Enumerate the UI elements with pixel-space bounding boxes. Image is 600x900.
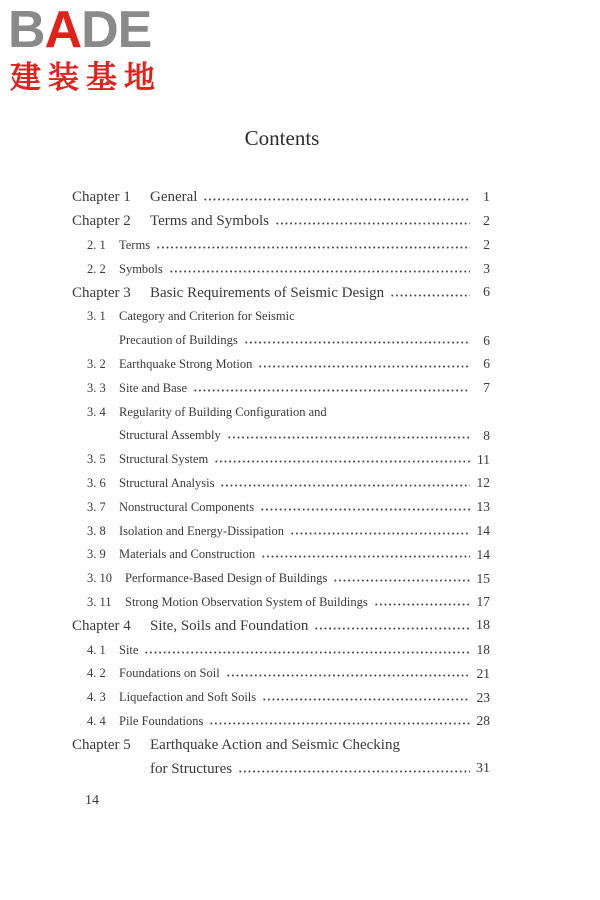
toc-section-entry bbox=[0, 710, 600, 734]
toc-section-entry bbox=[0, 353, 600, 377]
entry-page-number: 28 bbox=[476, 713, 490, 729]
toc-section-entry bbox=[0, 424, 600, 448]
entry-number: 4. 2 bbox=[87, 666, 106, 681]
entry-page-number: 1 bbox=[483, 189, 490, 205]
toc-chapter-entry bbox=[0, 186, 600, 210]
entry-title: Structural Analysis bbox=[119, 475, 215, 490]
entry-page-number: 8 bbox=[483, 427, 490, 443]
entry-title: General bbox=[150, 189, 198, 206]
logo-chinese-text: 建装基地 bbox=[10, 60, 162, 96]
toc-section-entry bbox=[0, 567, 600, 591]
dot-leader bbox=[390, 294, 470, 297]
entry-title: for Structures bbox=[150, 760, 233, 777]
toc-section-entry bbox=[0, 543, 600, 567]
entry-number: 3. 7 bbox=[87, 499, 106, 514]
toc-section-entry bbox=[0, 662, 600, 686]
entry-number: Chapter 5 bbox=[72, 736, 131, 753]
entry-page-number: 17 bbox=[476, 594, 490, 610]
dot-leader bbox=[314, 627, 470, 630]
dot-leader bbox=[227, 436, 470, 439]
dot-leader bbox=[214, 460, 470, 463]
page-number: 14 bbox=[85, 793, 99, 808]
entry-title: Regularity of Building Configuration and bbox=[119, 404, 327, 419]
dot-leader bbox=[244, 341, 470, 344]
entry-title: Site and Base bbox=[119, 380, 188, 395]
dot-leader bbox=[333, 579, 470, 582]
entry-title: Precaution of Buildings bbox=[119, 333, 238, 348]
dot-leader bbox=[169, 270, 470, 273]
toc-chapter-entry bbox=[0, 757, 600, 781]
entry-page-number: 23 bbox=[476, 689, 490, 705]
entry-title: Site, Soils and Foundation bbox=[150, 617, 309, 634]
entry-page-number: 7 bbox=[483, 380, 490, 396]
entry-number: 2. 2 bbox=[87, 261, 106, 276]
toc-section-entry bbox=[0, 400, 600, 424]
toc-section-entry bbox=[0, 257, 600, 281]
entry-page-number: 2 bbox=[483, 213, 490, 229]
dot-leader bbox=[193, 389, 470, 392]
entry-number: 3. 2 bbox=[87, 356, 106, 371]
toc-section-entry bbox=[0, 686, 600, 710]
entry-number: 3. 8 bbox=[87, 523, 106, 538]
page-title: Contents bbox=[244, 126, 320, 150]
toc-section-entry bbox=[0, 448, 600, 472]
entry-title: Category and Criterion for Seismic bbox=[119, 309, 295, 324]
entry-title: Strong Motion Observation System of Buildings bbox=[125, 594, 368, 609]
dot-leader bbox=[238, 770, 470, 773]
toc-section-entry bbox=[0, 329, 600, 353]
entry-page-number: 15 bbox=[476, 570, 490, 586]
entry-title: Nonstructural Components bbox=[119, 499, 255, 514]
entry-page-number: 18 bbox=[476, 642, 490, 658]
entry-number: 2. 1 bbox=[87, 237, 106, 252]
toc-section-entry bbox=[0, 376, 600, 400]
entry-page-number: 12 bbox=[476, 475, 490, 491]
entry-page-number: 6 bbox=[483, 332, 490, 348]
entry-title: Liquefaction and Soft Soils bbox=[119, 690, 257, 705]
dot-leader bbox=[203, 198, 470, 201]
entry-title: Pile Foundations bbox=[119, 713, 204, 728]
dot-leader bbox=[209, 722, 470, 725]
toc-section-entry bbox=[0, 495, 600, 519]
toc-section-entry bbox=[0, 591, 600, 615]
entry-title: Site bbox=[119, 642, 139, 657]
entry-number: 4. 1 bbox=[87, 642, 106, 657]
entry-page-number: 18 bbox=[476, 618, 490, 634]
toc-section-entry bbox=[0, 638, 600, 662]
dot-leader bbox=[156, 246, 470, 249]
entry-page-number: 11 bbox=[477, 451, 490, 467]
entry-title: Structural System bbox=[119, 452, 209, 467]
toc-chapter-entry bbox=[0, 733, 600, 757]
entry-title: Isolation and Energy-Dissipation bbox=[119, 523, 285, 538]
entry-page-number: 3 bbox=[483, 261, 490, 277]
entry-title: Earthquake Action and Seismic Checking bbox=[150, 736, 400, 753]
entry-title: Earthquake Strong Motion bbox=[119, 356, 253, 371]
dot-leader bbox=[226, 674, 470, 677]
dot-leader bbox=[260, 508, 470, 511]
dot-leader bbox=[374, 603, 470, 606]
entry-number: Chapter 2 bbox=[72, 213, 131, 230]
entry-number: 4. 3 bbox=[87, 690, 106, 705]
dot-leader bbox=[275, 222, 470, 225]
entry-page-number: 13 bbox=[476, 499, 490, 515]
dot-leader bbox=[144, 651, 470, 654]
entry-number: 3. 3 bbox=[87, 380, 106, 395]
entry-number: 3. 6 bbox=[87, 475, 106, 490]
entry-number: 3. 1 bbox=[87, 309, 106, 324]
entry-number: 3. 9 bbox=[87, 547, 106, 562]
entry-number: 3. 4 bbox=[87, 404, 106, 419]
entry-page-number: 14 bbox=[476, 523, 490, 539]
entry-title: Terms bbox=[119, 237, 151, 252]
entry-number: Chapter 4 bbox=[72, 617, 131, 634]
entry-title: Basic Requirements of Seismic Design bbox=[150, 284, 385, 301]
entry-title: Terms and Symbols bbox=[150, 213, 269, 230]
toc-section-entry bbox=[0, 305, 600, 329]
entry-title: Foundations on Soil bbox=[119, 666, 220, 681]
entry-page-number: 21 bbox=[476, 665, 490, 681]
entry-page-number: 31 bbox=[476, 761, 490, 777]
entry-title: Materials and Construction bbox=[119, 547, 256, 562]
entry-page-number: 6 bbox=[483, 285, 490, 301]
toc-chapter-entry bbox=[0, 210, 600, 234]
entry-page-number: 14 bbox=[476, 546, 490, 562]
entry-number: 3. 11 bbox=[87, 594, 112, 609]
table-of-contents bbox=[0, 186, 600, 781]
dot-leader bbox=[290, 532, 470, 535]
entry-number: 3. 5 bbox=[87, 452, 106, 467]
entry-title: Performance-Based Design of Buildings bbox=[125, 571, 328, 586]
logo-wordmark: BADE bbox=[8, 1, 152, 59]
dot-leader bbox=[262, 698, 470, 701]
toc-section-entry bbox=[0, 472, 600, 496]
entry-number: 3. 10 bbox=[87, 571, 112, 586]
dot-leader bbox=[261, 555, 470, 558]
entry-number: 4. 4 bbox=[87, 713, 106, 728]
publisher-logo bbox=[8, 2, 183, 97]
toc-chapter-entry bbox=[0, 281, 600, 305]
toc-chapter-entry bbox=[0, 614, 600, 638]
entry-title: Symbols bbox=[119, 261, 163, 276]
entry-page-number: 2 bbox=[483, 237, 490, 253]
entry-number: Chapter 3 bbox=[72, 284, 131, 301]
toc-section-entry bbox=[0, 234, 600, 258]
dot-leader bbox=[220, 484, 470, 487]
entry-title: Structural Assembly bbox=[119, 428, 221, 443]
entry-number: Chapter 1 bbox=[72, 189, 131, 206]
entry-page-number: 6 bbox=[483, 356, 490, 372]
toc-section-entry bbox=[0, 519, 600, 543]
dot-leader bbox=[258, 365, 470, 368]
